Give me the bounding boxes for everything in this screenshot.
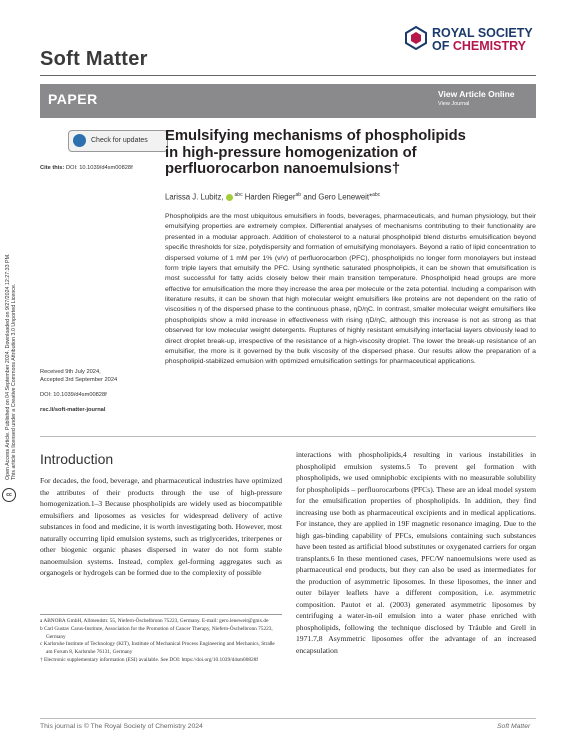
section-separator <box>40 436 536 437</box>
doi[interactable]: DOI: 10.1039/d4sm00828f <box>40 392 107 398</box>
view-article-online-link[interactable]: View Article Online <box>438 89 515 99</box>
license-notice <box>5 140 18 480</box>
footnote-rule <box>40 614 282 615</box>
footer-journal: Soft Matter <box>497 723 531 730</box>
received-date: Received 9th July 2024, <box>40 369 101 375</box>
author-3: Gero Leneweit* <box>318 192 373 202</box>
author-list <box>165 192 380 202</box>
article-title: Emulsifying mechanisms of phospholipids in high-pressure homogenization of perfluorocarbon nanoemulsions† <box>165 128 466 177</box>
footer-rule <box>40 718 536 719</box>
intro-paragraph-left: For decades, the food, beverage, and pharmaceutical industries have optimized the attributes of their products through the use of high-pressure homogenization.1–3 Because phospholipids are widely used as biocompatible emulsifiers and liposomes as vesicles for widespread delivery of active substances in food and medicine, it is worth investigating both. However, most naturally occurring lipid emulsion systems, such as triglycerides, triterpenes or other biogenic organic phases dispersed in water do not form stable nanoemulsion systems. Instead, complex gel-forming aggregates such as organogels or hydrogels can be formed due to the complexity of possible <box>40 476 282 577</box>
header-rule <box>40 75 536 76</box>
author-1-affil: abc <box>234 192 243 198</box>
abstract <box>165 212 536 368</box>
footnote-c: c Karlsruhe Institute of Technology (KIT), Institute of Mechanical Process Engineering and Mechanics, Straße am Forum 8, Karlsruhe 76131, Germany <box>40 641 275 656</box>
journal-link[interactable]: rsc.li/soft-matter-journal <box>40 407 106 413</box>
check-for-updates-button[interactable] <box>68 130 168 152</box>
publisher-of: OF <box>432 39 450 53</box>
footnotes <box>40 618 282 665</box>
author-3-affil: abc <box>372 192 381 198</box>
body-right-column <box>296 449 536 656</box>
cc-license-icon[interactable]: cc <box>2 488 16 502</box>
footnote-a: a ABNOBA GmbH, Allmendstr. 55, Niefern-Öschelbronn 75223, Germany. E-mail: gero.leneweit@gmx.de <box>40 618 269 624</box>
journal-name: Soft Matter <box>40 48 148 70</box>
author-2: Harden Rieger <box>244 192 296 202</box>
introduction-heading: Introduction <box>40 451 114 467</box>
license-line2[interactable]: This article is licensed under a Creative Commons Attribution 3.0 Unported Licence. <box>11 283 18 480</box>
body-left-column <box>40 475 282 579</box>
cite-this <box>40 165 133 171</box>
cite-label: Cite this: <box>40 165 65 171</box>
publisher-name <box>432 27 533 53</box>
orcid-icon[interactable] <box>226 194 233 201</box>
article-type: PAPER <box>48 91 98 107</box>
license-line1: Open Access Article. Published on 04 September 2024. Downloaded on 9/27/2024 12:27:33 PM. <box>5 253 11 480</box>
author-separator: and <box>301 192 319 202</box>
author-2-affil: ab <box>295 192 302 198</box>
intro-paragraph-right: interactions with phospholipids,4 resulting in various instabilities in phospholipid emulsion systems.5 To prevent gel formation with phospholipids, we used omniphobic excipients with no measurable solubility for phospholipids – perfluorocarbons (PFCs). These are an ideal model system for the emulsification properties of phospholipids. In addition, they find increasing use both as pharmaceutical excipients and in medical applications. For instance, they are applied in 19F magnetic resonance imaging. Due to the high gas-binding capability of PFCs, emulsions containing such substances have been tested as artificial blood substitutes or oxygenated carriers for organ transplants.6 In these mentioned cases, PFC/W nanoemulsions were used as pharmaceutical end products, but they can also be used as intermediates for the production of asymmetric liposomes. In these liposomes, the inner and outer bilayer leaflets have a different composition, i.e. asymmetric composition. Pautot et al. (2003) generated asymmetric liposomes by centrifuging a water-in-oil emulsion into a water phase enriched with phospholipids, following the technique disclosed by Träuble and Grell in 1971.7,8 Asymmetric liposomes offer the advantage of an increased encapsulation <box>296 450 536 655</box>
publisher-line1: ROYAL SOCIETY <box>432 26 533 40</box>
publisher-chemistry: CHEMISTRY <box>452 39 526 53</box>
rsc-logo-icon <box>404 26 428 50</box>
cite-doi: DOI: 10.1039/d4sm00828f <box>65 165 133 171</box>
footnote-esi[interactable]: † Electronic supplementary information (ESI) available. See DOI: https://doi.org/10.1039/d4sm00828f <box>40 656 259 663</box>
view-journal-link[interactable]: View Journal <box>438 101 470 107</box>
abstract-text: Phospholipids are the most ubiquitous emulsifiers in foods, beverages, pharmaceuticals, and human physiology, but their emulsifying properties are extremely complex. Differential analyses of mechanisms contributing to their functionality are presented in a modular approach. Addition of cholesterol to a natural phospholipid blend disturbs emulsification beyond specific thresholds for size, polydispersity and formation of emulsifying monolayers. Beyond a ratio of lipid concentration to dispersed volume of 1 mM per 1% (v/v) of perfluorocarbon (PFC), phospholipids no longer form monolayers but instead form triple layers that emulsify the PFC. Using synthetic saturated phospholipids, it can be shown that emulsification is most successful for fatty acids closely below their main transition temperature. Phospholipid head groups are more effective for emulsification the more they increase the area per molecule or the zeta potential. Including a comparison with literature results, it can be shown that high molecular weight emulsifiers like proteins are not dependent on the ratio of viscosities η of the dispersed phase to the continuous phase, ηD/ηC. In contrast, smaller molecular weight emulsifiers like phospholipids show a mild increase in effectiveness with rising ηD/ηC, although this increase is not as strong as that observed for low molecular weight detergents. Ruptures of highly resistant emulsifying interfacial layers obviously lead to direct droplet break-up, irrespective of the resistance of a high-viscosity droplet. The lower the break-up resistance of an emulsifier, the more is it governed by the bulk viscosity of the dispersed phase. Our results allow the preparation of a phospholipid-stabilized emulsion with optimized emulsification settings for pharmaceutical applications. <box>165 213 536 366</box>
author-1: Larissa J. Lubitz, <box>165 192 224 202</box>
footnote-b: b Carl Gustav Carus-Institute, Association for the Promotion of Cancer Therapy, Niefern-Öschelbronn 75223, Germany <box>40 625 273 640</box>
publisher-line2 <box>432 40 533 53</box>
footer-copyright: This journal is © The Royal Society of Chemistry 2024 <box>40 723 203 730</box>
dates <box>40 368 117 384</box>
crossmark-icon <box>73 134 86 147</box>
check-for-updates-label: Check for updates <box>91 137 148 144</box>
accepted-date: Accepted 3rd September 2024 <box>40 377 118 383</box>
